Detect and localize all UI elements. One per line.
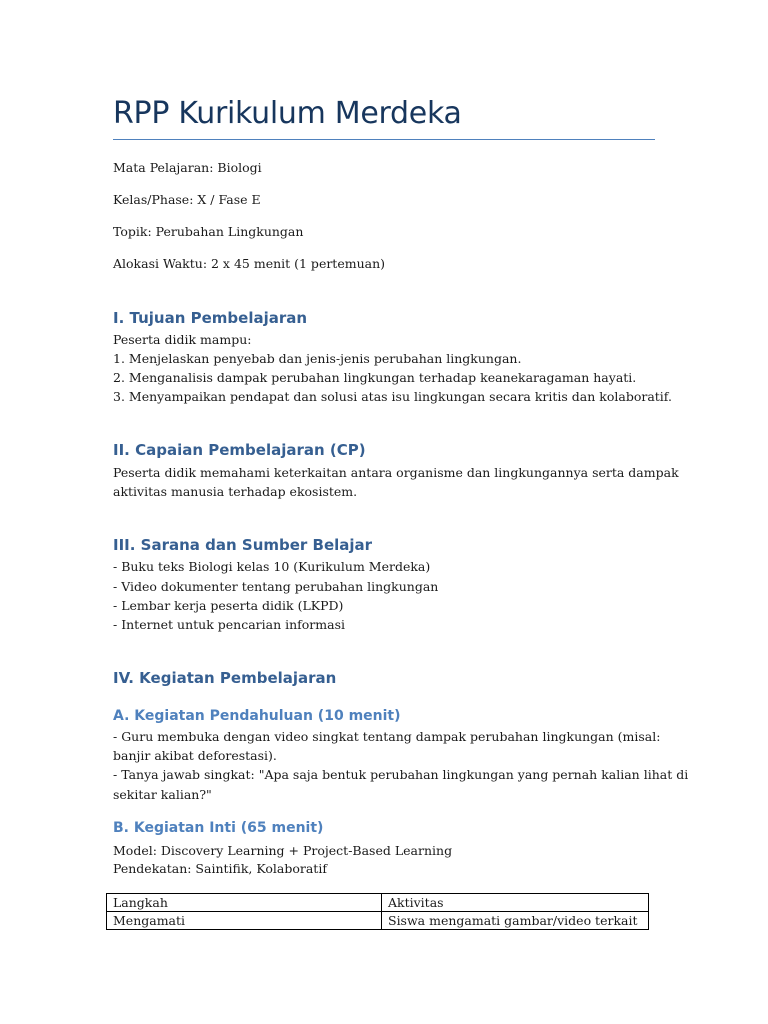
tujuan-line: 2. Menganalisis dampak perubahan lingkungan terhadap keanekaragaman hayati.	[113, 370, 637, 385]
document-title: RPP Kurikulum Merdeka	[113, 96, 462, 131]
pendahuluan-line: banjir akibat deforestasi).	[113, 748, 277, 763]
meta-time: Alokasi Waktu: 2 x 45 menit (1 pertemuan)	[113, 256, 386, 271]
table-cell: Siswa mengamati gambar/video terkait	[382, 912, 649, 930]
section-heading-capaian: II. Capaian Pembelajaran (CP)	[113, 441, 366, 459]
tujuan-line: 3. Menyampaikan pendapat dan solusi atas isu lingkungan secara kritis dan kolaboratif.	[113, 389, 672, 404]
table-header-row	[107, 894, 649, 912]
table-row	[107, 912, 649, 930]
meta-topic: Topik: Perubahan Lingkungan	[113, 224, 304, 239]
section-heading-tujuan: I. Tujuan Pembelajaran	[113, 309, 308, 327]
tujuan-line: 1. Menjelaskan penyebab dan jenis-jenis perubahan lingkungan.	[113, 351, 522, 366]
meta-class: Kelas/Phase: X / Fase E	[113, 192, 261, 207]
table-header-cell: Langkah	[107, 894, 382, 912]
inti-line: Pendekatan: Saintifik, Kolaboratif	[113, 861, 327, 876]
meta-subject: Mata Pelajaran: Biologi	[113, 160, 262, 175]
section-heading-kegiatan: IV. Kegiatan Pembelajaran	[113, 669, 337, 687]
section-heading-sarana: III. Sarana dan Sumber Belajar	[113, 536, 373, 554]
inti-line: Model: Discovery Learning + Project-Based Learning	[113, 843, 453, 858]
tujuan-line: Peserta didik mampu:	[113, 332, 252, 347]
capaian-line: Peserta didik memahami keterkaitan antara organisme dan lingkungannya serta dampak	[113, 465, 679, 480]
subsection-heading-pendahuluan: A. Kegiatan Pendahuluan (10 menit)	[113, 708, 401, 724]
sarana-line: - Lembar kerja peserta didik (LKPD)	[113, 598, 344, 613]
capaian-line: aktivitas manusia terhadap ekosistem.	[113, 484, 358, 499]
pendahuluan-line: sekitar kalian?"	[113, 787, 212, 802]
kegiatan-inti-table	[106, 893, 649, 930]
title-underline	[113, 139, 655, 140]
table-header-cell: Aktivitas	[382, 894, 649, 912]
sarana-line: - Internet untuk pencarian informasi	[113, 617, 345, 632]
pendahuluan-line: - Tanya jawab singkat: "Apa saja bentuk perubahan lingkungan yang pernah kalian lihat di	[113, 767, 689, 782]
subsection-heading-inti: B. Kegiatan Inti (65 menit)	[113, 820, 324, 836]
sarana-line: - Video dokumenter tentang perubahan lingkungan	[113, 579, 439, 594]
table-cell: Mengamati	[107, 912, 382, 930]
sarana-line: - Buku teks Biologi kelas 10 (Kurikulum Merdeka)	[113, 559, 431, 574]
pendahuluan-line: - Guru membuka dengan video singkat tentang dampak perubahan lingkungan (misal:	[113, 729, 661, 744]
